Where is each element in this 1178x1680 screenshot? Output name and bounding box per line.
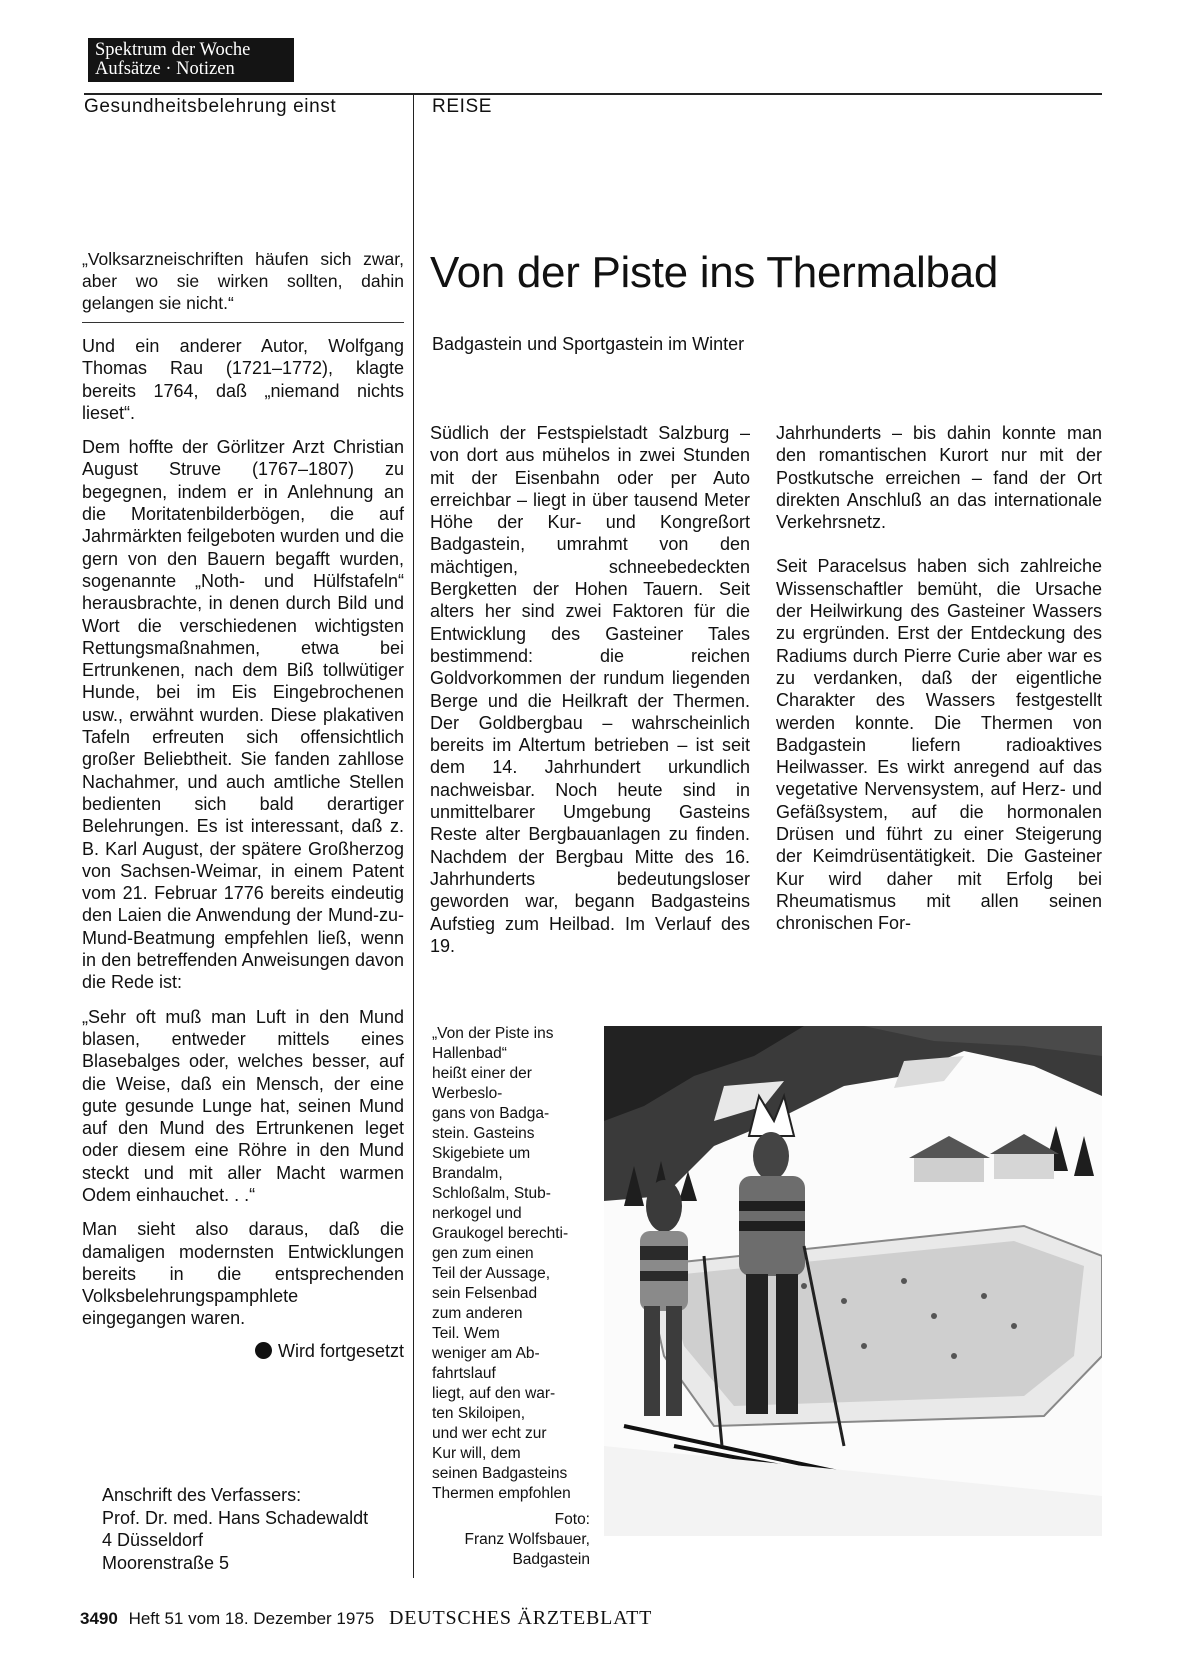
article-column-2	[776, 422, 1102, 935]
badge-line-1: Spektrum der Woche	[95, 40, 251, 60]
photo-credit: Foto: Franz Wolfsbauer, Badgastein	[464, 1511, 590, 1568]
caption-text: „Von der Piste ins Hallenbad“ heißt einer der Werbeslo- gans von Badga- stein. Gasteins Skigebiete um Brandalm, Schloßalm, Stub- nerkogel und Graukogel berechti- gen zum einen Teil der Aussage, sein Felsenbad zum anderen Teil. Wem weniger am Ab- fahrtslauf liegt, auf den war- ten Skiloipen, und wer echt zur Kur will, dem seinen Badgasteins Thermen empfohlen	[432, 1025, 571, 1502]
article-paragraph-1: Südlich der Festspielstadt Salzburg – von dort aus mühelos in zwei Stunden mit der Eisenbahn oder per Auto erreichbar – liegt in über tausend Meter Höhe der Kur- und Kongreßort Badgastein, umrahmt von den mächtigen, schneebedeckten Bergketten der Hohen Tauern. Seit alters her sind zwei Faktoren für die Entwicklung des Gasteiner Tales bestimmend: die reichen Goldvorkommen der rundum liegenden Berge und die Heilkraft der Thermen. Der Goldbergbau – wahrscheinlich bereits im Altertum betrieben – ist seit dem 14. Jahrhundert urkundlich nachweisbar. Noch heute sind in unmittelbarer Umgebung Gasteins Reste alter Bergbauanlagen zu finden. Nachdem der Bergbau Mitte des 16. Jahrhunderts bedeutungsloser geworden war, begann Badgasteins Aufstieg zum Heilbad. Im Verlauf des 19.	[430, 423, 750, 956]
bullet-dot-icon	[255, 1342, 272, 1359]
column-divider	[413, 93, 414, 1578]
address-street: Moorenstraße 5	[102, 1552, 230, 1573]
left-section-title: Gesundheitsbelehrung einst	[84, 96, 337, 117]
article-subheadline: Badgastein und Sportgastein im Winter	[432, 334, 745, 354]
paragraph-rau: Und ein anderer Autor, Wolfgang Thomas Rau (1721–1772), klagte bereits 1764, daß „niemand nichts lieset“.	[82, 336, 404, 423]
issue-info: Heft 51 vom 18. Dezember 1975	[128, 1609, 375, 1628]
patent-quote: „Sehr oft muß man Luft in den Mund blasen, entweder mittels eines Blasebalges oder, welches besser, auf die Weise, daß ein Mensch, der eine gute gesunde Lunge hat, seinen Mund auf den Mund des Ertrunkenen leget oder diesem eine Röhre in den Mund steckt und mit aller Macht warmen Odem einhauchet. . .“	[82, 1006, 404, 1205]
right-section-title: REISE	[432, 96, 493, 117]
address-city: 4 Düsseldorf	[102, 1530, 204, 1550]
journal-name: DEUTSCHES ÄRZTEBLATT	[388, 1607, 653, 1629]
badge-line-2: Aufsätze · Notizen	[95, 59, 235, 79]
continued-label: Wird fortgesetzt	[277, 1340, 404, 1361]
photo-caption	[432, 1024, 592, 1504]
address-label: Anschrift des Verfassers:	[102, 1485, 302, 1505]
continued-note	[82, 1340, 404, 1362]
section-badge	[88, 38, 294, 82]
article-column-1	[430, 422, 750, 957]
page-number: 3490	[80, 1609, 118, 1628]
paragraph-struve: Dem hoffte der Görlitzer Arzt Christian August Struve (1767–1807) zu begegnen, indem er in Anlehnung an die Moritatenbilderbögen, die auf Jahrmärkten feilgeboten wurden und die gern von den Bauern begafft wurden, sogenannte „Noth- und Hülfstafeln“ herausbrachte, in denen durch Bild und Wort die verschiedenen wichtigsten Rettungsmaßnahmen, etwa bei Ertrunkenen, nach dem Biß tollwütiger Hunde, bei im Eis Eingebrochenen usw., erwähnt wurden. Diese plakativen Tafeln erfreuten sich offensichtlich großer Beliebtheit. Sie fanden zahllose Nachahmer, und auch amtliche Stellen bedienten sich bald derartiger Belehrungen. Es ist interessant, daß z. B. Karl August, der spätere Großherzog von Sachsen-Weimar, in einem Patent vom 21. Februar 1776 bereits eindeutig den Laien die Anwendung der Mund-zu-Mund-Beatmung empfehlen ließ, wenn in den betreffenden Anweisungen davon die Rede ist:	[82, 437, 404, 993]
article-paragraph-3: Seit Paracelsus haben sich zahlreiche Wissenschaftler bemüht, die Ursache der Heilwirkung des Gasteiner Wassers zu ergründen. Erst der Entdeckung des Radiums durch Pierre Curie aber war es zu verdanken, daß der eigentliche Charakter des Wassers festgestellt werden konnte. Die Thermen von Badgastein liefern radioaktives Heilwasser. Es wirkt anregend auf das vegetative Nervensystem, auf Herz- und Gefäßsystem, auf die hormonalen Drüsen und führt zu einer Steigerung der Keimdrüsentätigkeit. Die Gasteiner Kur wird daher mit Erfolg bei Rheumatismus mit allen seinen chronischen For-	[776, 556, 1102, 934]
article-paragraph-2: Jahrhunderts – bis dahin konnte man den romantischen Kurort nur mit der Postkutsche erreichen – fand der Ort direkten Anschluß an das internationale Verkehrsnetz.	[776, 423, 1102, 533]
author-address	[102, 1484, 368, 1574]
address-name: Prof. Dr. med. Hans Schadewaldt	[102, 1507, 369, 1528]
quote-rule	[82, 322, 404, 323]
ski-pool-photo	[604, 1026, 1102, 1536]
article-headline: Von der Piste ins Thermalbad	[430, 248, 999, 297]
paragraph-conclusion: Man sieht also daraus, daß die damaligen modernsten Entwicklungen bereits in die entsprechenden Volksbelehrungspamphlete eingegangen waren.	[82, 1219, 404, 1329]
page-footer	[80, 1608, 652, 1629]
header-rule	[84, 93, 1102, 95]
left-column	[82, 248, 404, 1362]
opening-quote: „Volksarzneischriften häufen sich zwar, aber wo sie wirken sollten, dahin gelangen sie nicht.“	[82, 249, 404, 313]
